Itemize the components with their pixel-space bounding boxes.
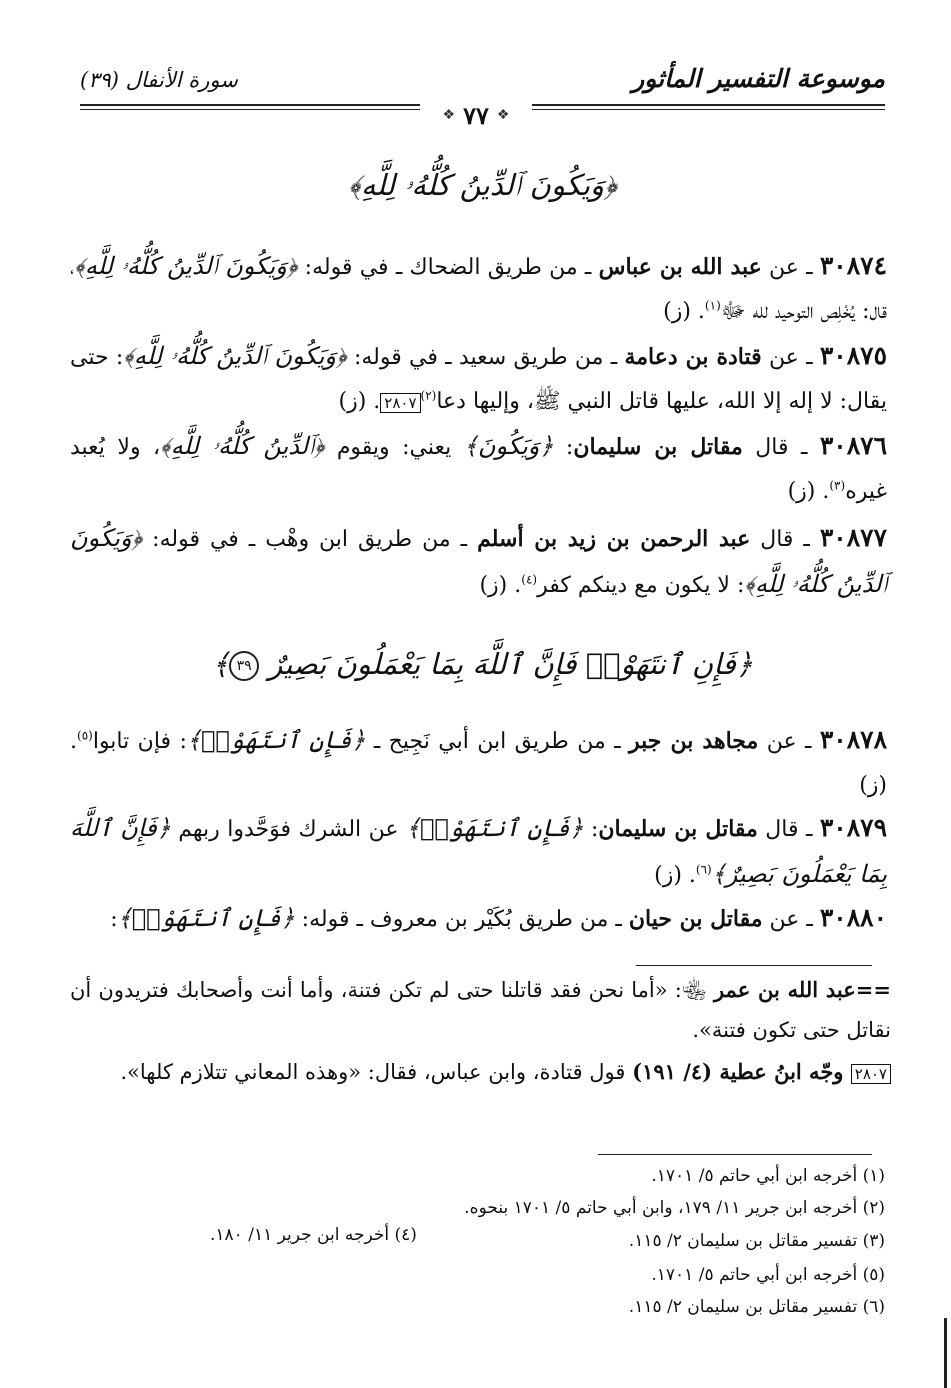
entry-text: ، ولا يُعبد غيره [70,435,887,504]
entry-text: : [110,907,118,932]
commentary-paragraph [70,1052,891,1092]
commentary-name: عبد الله بن عمر [713,977,856,1002]
narration-entry [70,424,887,514]
narration-entry [70,718,887,808]
quran-quote: ﴿وَيَكُونَ﴾ [463,432,554,460]
verse-close: ﴾ [212,647,230,681]
entry-text: ـ من طريق ابن أبي نَجِيح ـ [365,729,630,754]
entry-text: : حتى يقال: لا إله إلا الله، عليها قاتل النبي ﷺ، وإليها دعا [70,345,887,414]
verse-text: ﴿فَإِنِ ٱنتَهَوْا۟ فَإِنَّ ٱللَّهَ بِمَا يَعْمَلُونَ بَصِيرٌ [268,647,753,681]
ornament-icon: ❖ [442,107,456,123]
quran-quote: ﴿وَيَكُونَ ٱلدِّينُ كُلُّهُۥ لِلَّهِ﴾ [74,252,298,280]
quran-quote: ﴿فَإِنِ ٱنتَهَوْا۟﴾ [405,814,584,842]
footnote: (٢) أخرجه ابن جرير ١١/ ١٧٩، وابن أبي حاتم ٥/ ١٧٠١ بنحوه. [464,1198,885,1218]
footnote-separator [598,1154,872,1155]
ayah-number-icon: ٣٩ [229,651,259,681]
entry-number: ٣٠٨٧٥ [819,341,887,370]
quran-quote: ﴿ٱلدِّينُ كُلُّهُۥ لِلَّهِ﴾ [160,432,325,460]
quran-quote: ﴿فَإِنَّ ٱللَّهَ بِمَا يَعْمَلُونَ بَصِيرٌ﴾ [70,814,887,888]
entry-end: . (ز) [338,389,381,414]
entry-text: : فإن تابوا [92,729,187,754]
ornament-icon: ❖ [496,107,510,123]
entry-text: : [553,435,574,460]
footnote-ref: (٢) [420,388,437,403]
entry-text: ـ عن [761,345,820,370]
footnote-ref: (٦) [695,862,712,877]
narrator-name: مقاتل بن سليمان [598,816,758,842]
quran-quote: ﴿وَيَكُونَ ٱلدِّينُ كُلُّهُۥ لِلَّهِ﴾ [123,342,347,370]
commentary-paragraph [70,970,891,1050]
verse-heading: ﴿وَيَكُونَ ٱلدِّينُ كُلُّهُۥ لِلَّهِ﴾ [348,168,617,202]
page-number-block [420,96,532,134]
footnote: (١) أخرجه ابن أبي حاتم ٥/ ١٧٠١. [651,1166,885,1186]
entry-text: ـ عن [761,255,820,280]
entry-end: . (ز) [654,863,696,888]
footnote-ref: (١) [704,298,721,313]
footnote-ref: (٥) [77,728,93,743]
commentary-text: قول قتادة، وابن عباس، فقال: «وهذه المعاني تتلازم كلها». [120,1060,633,1084]
continuation-mark: == [855,977,891,1002]
footnote: (٤) أخرجه ابن جرير ١١/ ١٨٠. [210,1225,417,1245]
entry-number: ٣٠٨٧٨ [819,725,888,754]
narrator-name: مقاتل بن سليمان [573,434,743,460]
footnote: (٥) أخرجه ابن أبي حاتم ٥/ ١٧٠١. [651,1265,885,1285]
entry-number: ٣٠٨٧٧ [819,523,887,552]
narrator-name: مجاهد بن جبر [629,728,759,754]
commentary-separator [636,965,872,966]
narration-entry [70,806,887,898]
narration-entry [70,244,887,334]
quran-quote: ﴿وَيَكُونَ ٱلدِّينُ كُلُّهُۥ لِلَّهِ﴾ [70,524,887,598]
commentary-citation: (٤/ ١٩١) [632,1059,713,1084]
entry-text: ـ عن [758,729,820,754]
book-title: موسوعة التفسير المأثور [632,64,885,93]
narrator-name: مقاتل بن حيان [628,906,763,932]
page-edge [944,1318,947,1388]
entry-text: : [583,817,599,842]
commentary-ref-box: ٢٨٠٧ [851,1064,891,1084]
entry-end: . (ز) [479,573,522,598]
entry-text: عن الشرك فوَحَّدوا ربهم [170,817,406,842]
commentary-text: ﵄: «أما نحن فقد قاتلنا حتى لم تكن فتنة، وأما أنت وأصحابك فتريدون أن نقاتل حتى تكون فتنة». [70,978,891,1042]
entry-text: ـ قال [742,435,820,460]
entry-text: يعني: ويقوم [324,435,464,460]
entry-text: : لا يكون مع دينكم كفر [537,573,745,598]
footnote-ref: (٤) [521,572,538,587]
entry-text: ـ من طريق الضحاك ـ في قوله: [297,255,599,280]
entry-text: ـ من طريق ابن وهْب ـ في قوله: [142,527,478,552]
entry-text: ـ قال [750,527,820,552]
narrator-name: قتادة بن دعامة [624,344,762,370]
entry-text: ، قال: يُخْلِص التوحيد لله ﷻ [70,255,887,324]
entry-text: ـ عن [762,907,820,932]
entry-number: ٣٠٨٨٠ [819,903,887,932]
quran-quote: ﴿فَإِنِ ٱنتَهَوْا۟﴾ [186,726,366,754]
entry-number: ٣٠٨٧٩ [819,813,887,842]
commentary-ref-box: ٢٨٠٧ [380,393,420,413]
narrator-name: عبد الرحمن بن زيد بن أسلم [477,526,751,552]
surah-title: سورة الأنفال (٣٩) [80,68,238,92]
verse-heading [80,647,885,681]
footnote-ref: (٣) [829,478,846,493]
entry-end: . (ز) [787,479,830,504]
entry-text: ـ قال [757,817,820,842]
quran-quote: ﴿فَإِنِ ٱنتَهَوْا۟﴾ [117,904,295,932]
narrator-name: عبد الله بن عباس [598,254,762,280]
entry-end: . (ز) [70,729,887,798]
commentary-name: وجّه ابنُ عطية [712,1059,851,1084]
footnote: (٦) تفسير مقاتل بن سليمان ٢/ ١١٥. [628,1297,885,1317]
narration-entry [70,896,887,942]
entry-text: ـ من طريق سعيد ـ في قوله: [346,345,625,370]
narration-entry [70,516,887,608]
page-number: ٧٧ [463,100,489,130]
entry-number: ٣٠٨٧٦ [819,431,887,460]
entry-text: ـ من طريق بُكَيْر بن معروف ـ قوله: [294,907,629,932]
entry-end: . (ز) [663,299,705,324]
narration-entry [70,334,887,424]
entry-number: ٣٠٨٧٤ [819,251,887,280]
footnote: (٣) تفسير مقاتل بن سليمان ٢/ ١١٥. [628,1231,885,1251]
